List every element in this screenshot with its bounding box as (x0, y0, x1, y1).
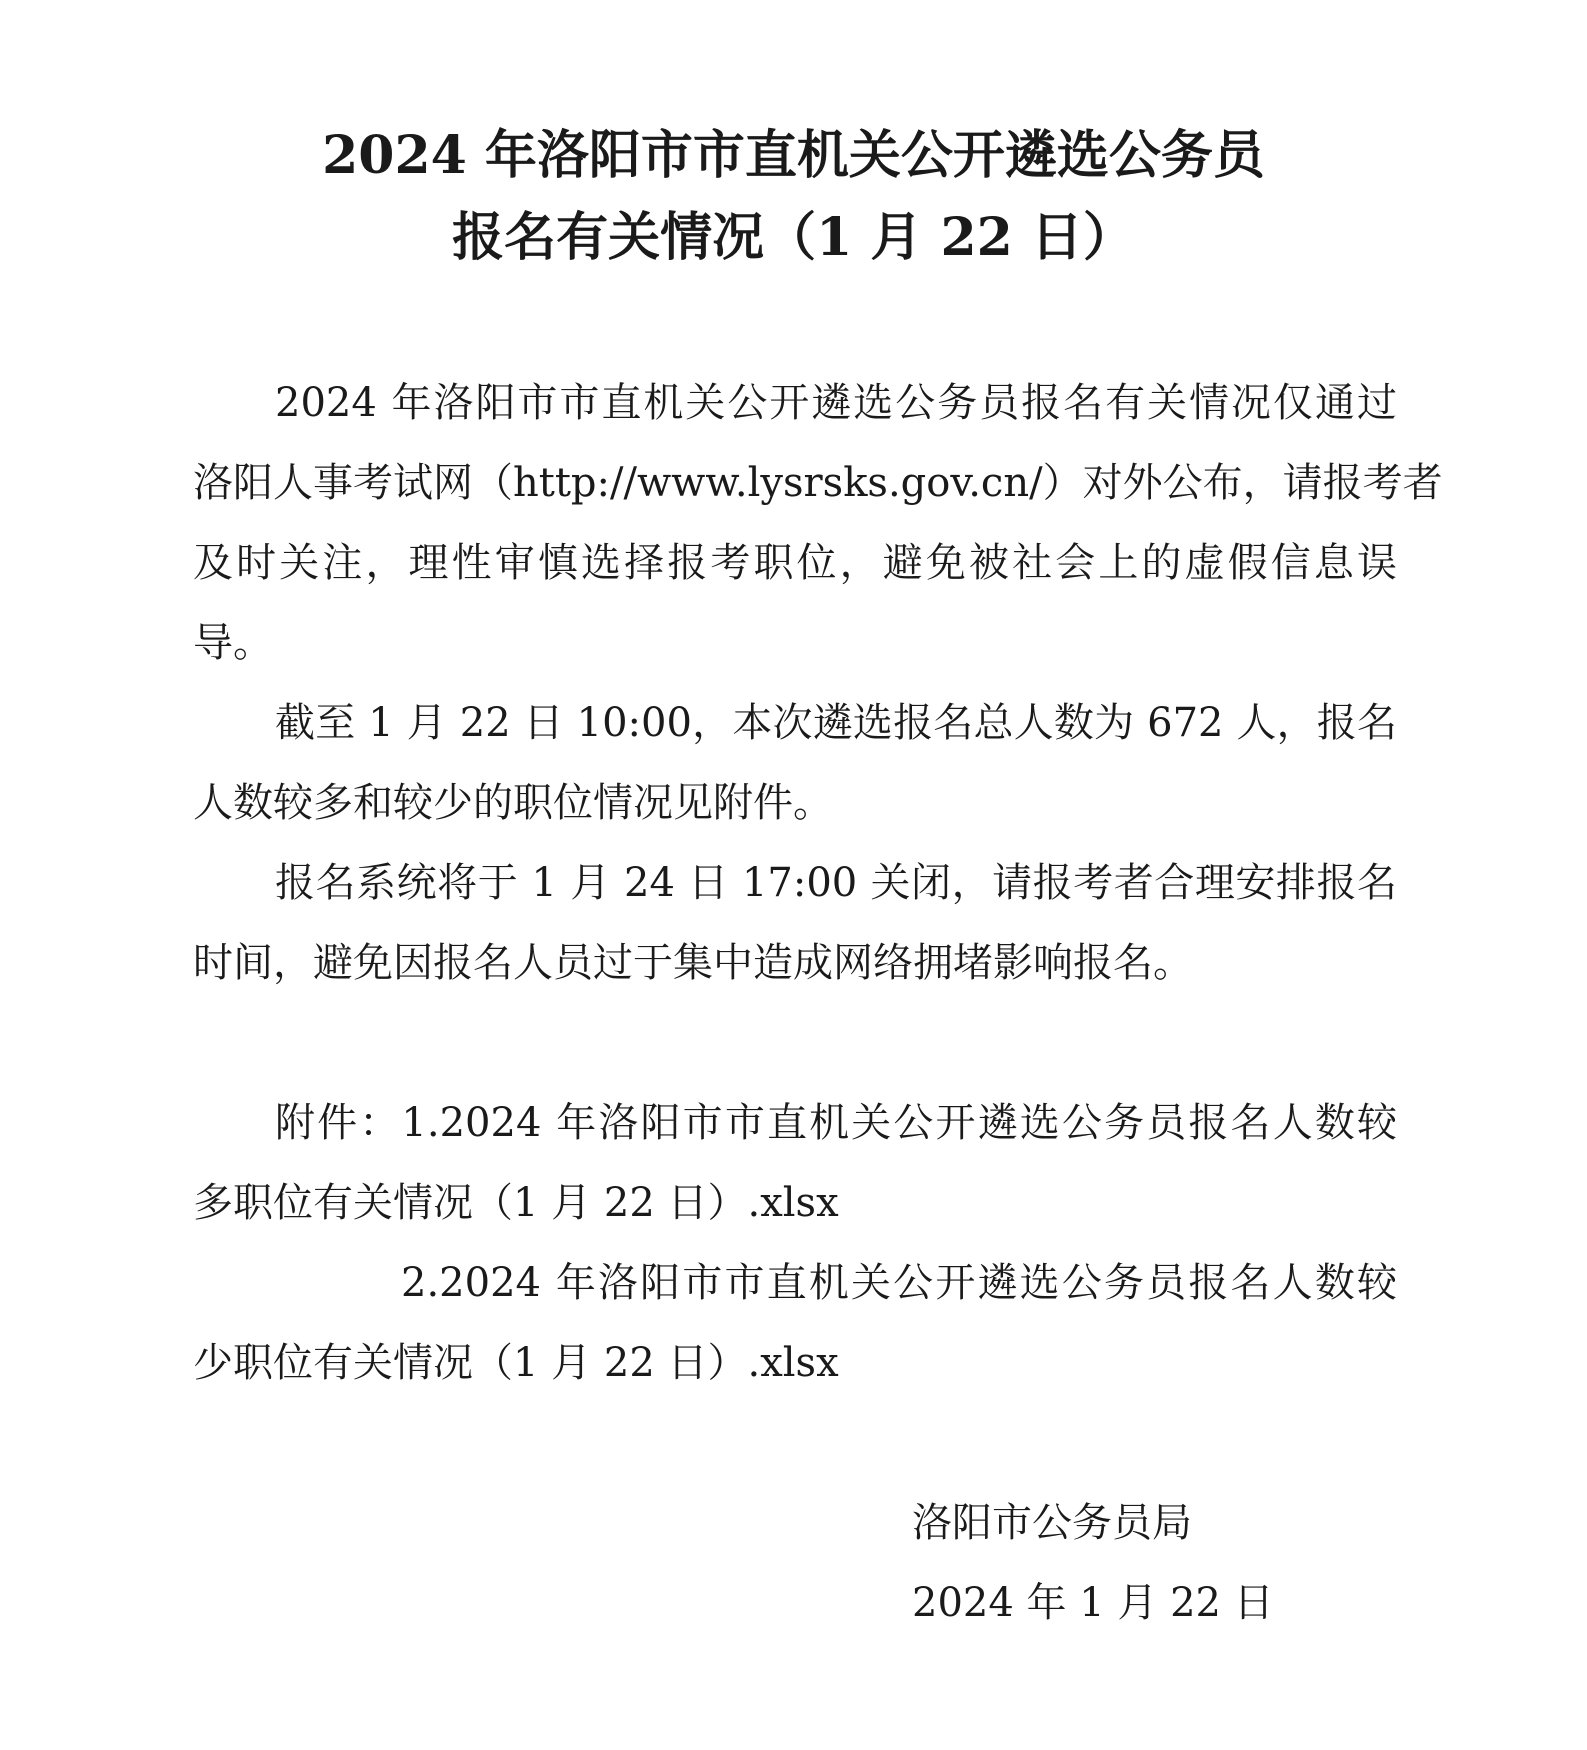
attachment-2-line-1: 2.2024 年洛阳市市直机关公开遴选公务员报名人数较 (401, 1260, 1397, 1306)
paragraph-2-line-2: 人数较多和较少的职位情况见附件。 (193, 780, 833, 826)
document-title-line-2: 报名有关情况（1 月 22 日） (452, 207, 1135, 268)
attachment-1-line-2: 多职位有关情况（1 月 22 日）.xlsx (193, 1180, 839, 1226)
paragraph-1-line-2: 洛阳人事考试网（http://www.lysrsks.gov.cn/）对外公布，请报考者 (193, 460, 1443, 506)
document-title-line-1: 2024 年洛阳市市直机关公开遴选公务员 (322, 125, 1265, 186)
paragraph-3-line-1: 报名系统将于 1 月 24 日 17:00 关闭，请报考者合理安排报名 (275, 860, 1397, 906)
paragraph-1-line-1: 2024 年洛阳市市直机关公开遴选公务员报名有关情况仅通过 (275, 380, 1397, 426)
paragraph-3-line-2: 时间，避免因报名人员过于集中造成网络拥堵影响报名。 (193, 940, 1193, 986)
signature-date: 2024 年 1 月 22 日 (912, 1580, 1274, 1626)
paragraph-1-line-3: 及时关注，理性审慎选择报考职位，避免被社会上的虚假信息误 (193, 540, 1397, 586)
attachment-2-line-2: 少职位有关情况（1 月 22 日）.xlsx (193, 1340, 839, 1386)
paragraph-2-line-1: 截至 1 月 22 日 10:00，本次遴选报名总人数为 672 人，报名 (275, 700, 1397, 746)
signature-org: 洛阳市公务员局 (912, 1500, 1192, 1546)
attachment-1-line-1: 附件：1.2024 年洛阳市市直机关公开遴选公务员报名人数较 (275, 1100, 1397, 1146)
paragraph-1-line-4: 导。 (193, 620, 273, 666)
